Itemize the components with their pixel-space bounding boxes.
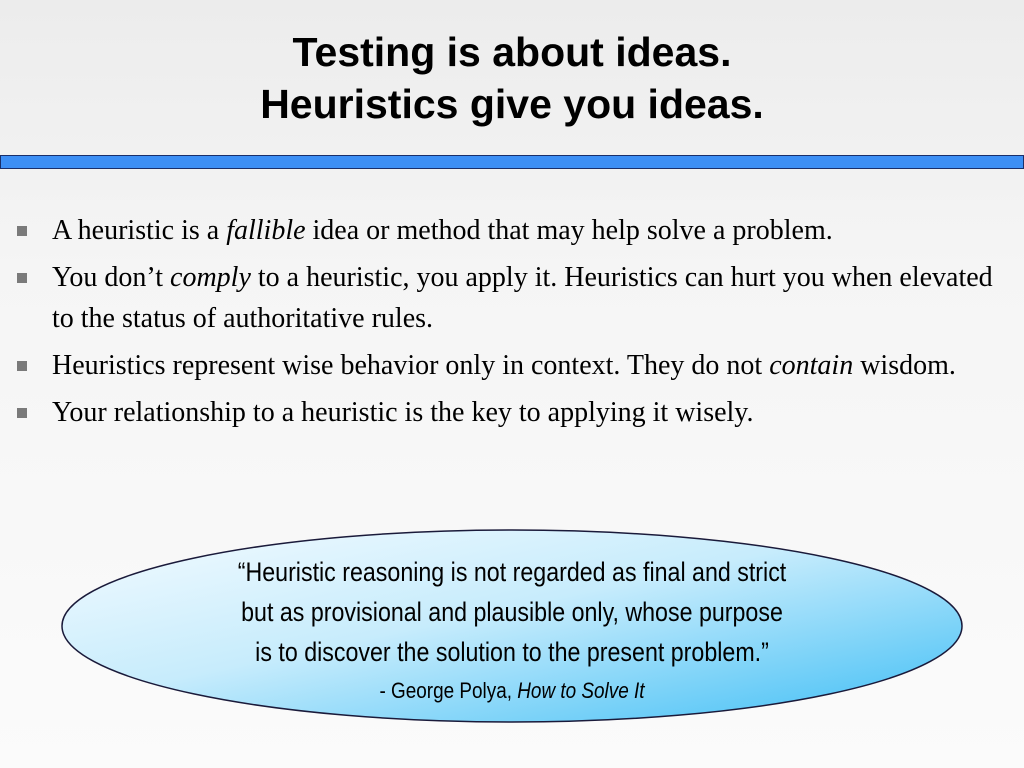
slide-title <box>0 26 1024 130</box>
bullet-text-after: to a heuristic, you apply it. Heuristics can hurt you when elevated to the status of authoritative rules. <box>52 262 993 334</box>
quote-line: but as provisional and plausible only, whose purpose <box>241 597 783 627</box>
bullet-text-before: A heuristic is a <box>52 215 227 246</box>
quote-attribution <box>123 676 900 706</box>
quote-line: “Heuristic reasoning is not regarded as final and strict <box>237 557 787 587</box>
square-bullet-icon <box>17 408 27 418</box>
slide-title-line-2: Heuristics give you ideas. <box>260 81 764 127</box>
quote-line: is to discover the solution to the present problem.” <box>255 637 769 667</box>
bullet-list <box>0 210 1024 439</box>
bullet-item <box>0 210 1024 251</box>
slide-title-line-1: Testing is about ideas. <box>292 29 732 75</box>
square-bullet-icon <box>17 226 27 236</box>
bullet-text-after: idea or method that may help solve a problem. <box>305 215 833 246</box>
bullet-item <box>0 257 1024 339</box>
square-bullet-icon <box>17 361 27 371</box>
bullet-text-before: You don’t <box>52 262 171 293</box>
bullet-text-emphasis: comply <box>170 262 251 293</box>
bullet-item <box>0 345 1024 386</box>
attribution-work: How to Solve It <box>517 678 645 703</box>
bullet-text-before: Heuristics represent wise behavior only in context. They do not <box>52 350 770 381</box>
attribution-author: - George Polya, <box>379 678 518 703</box>
title-divider-bar <box>0 155 1024 169</box>
bullet-text-emphasis: fallible <box>226 215 306 246</box>
bullet-text-emphasis: contain <box>769 350 854 381</box>
quote-callout <box>60 528 964 724</box>
bullet-text-after: wisdom. <box>853 350 956 381</box>
quote-text <box>123 552 900 672</box>
square-bullet-icon <box>17 273 27 283</box>
bullet-item <box>0 392 1024 433</box>
bullet-text-before: Your relationship to a heuristic is the key to applying it wisely. <box>52 397 754 428</box>
